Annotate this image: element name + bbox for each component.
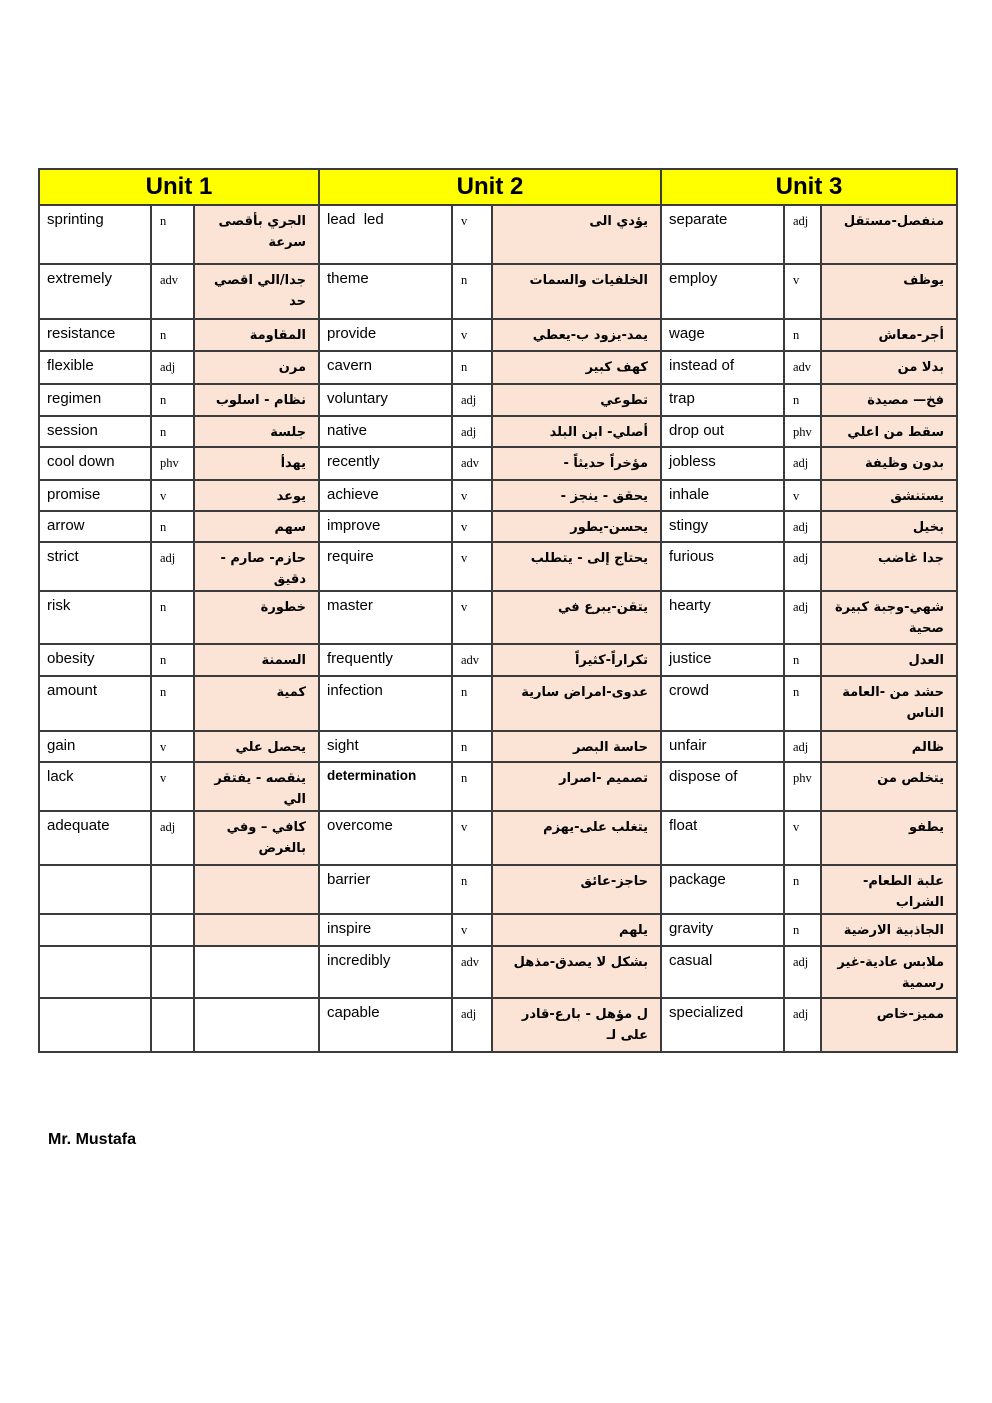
word-cell: voluntary bbox=[319, 384, 452, 416]
pos-cell: adj bbox=[784, 205, 821, 264]
pos-cell: v bbox=[452, 319, 492, 351]
pos-cell: v bbox=[784, 811, 821, 865]
translation-cell: حاجز-عائق bbox=[492, 865, 661, 914]
translation-cell: يتخلص من bbox=[821, 762, 957, 811]
pos-cell: adj bbox=[784, 511, 821, 542]
unit-header-row bbox=[39, 169, 957, 205]
translation-cell: حازم- صارم - دقيق bbox=[194, 542, 319, 591]
word-cell: specialized bbox=[661, 998, 784, 1052]
pos-cell: n bbox=[151, 205, 194, 264]
word-cell bbox=[39, 914, 151, 946]
word-cell: adequate bbox=[39, 811, 151, 865]
pos-cell: adj bbox=[784, 731, 821, 762]
word-cell: arrow bbox=[39, 511, 151, 542]
word-cell: crowd bbox=[661, 676, 784, 731]
translation-cell: يؤدي الى bbox=[492, 205, 661, 264]
word-cell: recently bbox=[319, 447, 452, 480]
pos-cell: n bbox=[151, 511, 194, 542]
translation-cell: يحصل علي bbox=[194, 731, 319, 762]
word-cell: justice bbox=[661, 644, 784, 676]
pos-cell: n bbox=[784, 644, 821, 676]
pos-cell: adv bbox=[452, 447, 492, 480]
pos-cell: n bbox=[151, 676, 194, 731]
translation-cell: علبة الطعام-الشراب bbox=[821, 865, 957, 914]
pos-cell: n bbox=[151, 591, 194, 644]
word-cell: master bbox=[319, 591, 452, 644]
word-cell bbox=[39, 946, 151, 998]
word-cell: sight bbox=[319, 731, 452, 762]
translation-cell: مميز-خاص bbox=[821, 998, 957, 1052]
pos-cell: phv bbox=[151, 447, 194, 480]
word-cell: provide bbox=[319, 319, 452, 351]
translation-cell: يلهم bbox=[492, 914, 661, 946]
translation-cell: ظالم bbox=[821, 731, 957, 762]
translation-cell: مرن bbox=[194, 351, 319, 384]
pos-cell: n bbox=[784, 319, 821, 351]
word-cell: trap bbox=[661, 384, 784, 416]
word-cell: promise bbox=[39, 480, 151, 511]
pos-cell: n bbox=[452, 264, 492, 319]
word-cell: flexible bbox=[39, 351, 151, 384]
translation-cell: الجاذبية الارضية bbox=[821, 914, 957, 946]
translation-cell: الخلفيات والسمات bbox=[492, 264, 661, 319]
table-row bbox=[39, 384, 957, 416]
table-row bbox=[39, 946, 957, 998]
vocab-table-body bbox=[39, 205, 957, 1052]
word-cell: gain bbox=[39, 731, 151, 762]
word-cell: dispose of bbox=[661, 762, 784, 811]
pos-cell: v bbox=[452, 811, 492, 865]
translation-cell: يوظف bbox=[821, 264, 957, 319]
table-row bbox=[39, 865, 957, 914]
word-cell: regimen bbox=[39, 384, 151, 416]
table-row bbox=[39, 914, 957, 946]
word-cell: obesity bbox=[39, 644, 151, 676]
pos-cell: n bbox=[784, 384, 821, 416]
translation-cell: حاسة البصر bbox=[492, 731, 661, 762]
translation-cell: الجري بأقصى سرعة bbox=[194, 205, 319, 264]
word-cell: lack bbox=[39, 762, 151, 811]
word-cell: achieve bbox=[319, 480, 452, 511]
pos-cell: adj bbox=[784, 591, 821, 644]
pos-cell: phv bbox=[784, 416, 821, 447]
translation-cell: عدوى-امراض سارية bbox=[492, 676, 661, 731]
pos-cell: adj bbox=[784, 447, 821, 480]
pos-cell bbox=[151, 946, 194, 998]
translation-cell: جدا غاضب bbox=[821, 542, 957, 591]
pos-cell: v bbox=[452, 542, 492, 591]
pos-cell: v bbox=[784, 480, 821, 511]
word-cell: extremely bbox=[39, 264, 151, 319]
pos-cell: adj bbox=[151, 351, 194, 384]
pos-cell: n bbox=[452, 351, 492, 384]
word-cell bbox=[39, 865, 151, 914]
translation-cell: بدلا من bbox=[821, 351, 957, 384]
pos-cell: n bbox=[151, 644, 194, 676]
word-cell: frequently bbox=[319, 644, 452, 676]
pos-cell: v bbox=[452, 914, 492, 946]
word-cell: inspire bbox=[319, 914, 452, 946]
table-row bbox=[39, 319, 957, 351]
word-cell: lead led bbox=[319, 205, 452, 264]
translation-cell: كهف كبير bbox=[492, 351, 661, 384]
word-cell: separate bbox=[661, 205, 784, 264]
pos-cell: n bbox=[784, 914, 821, 946]
table-row bbox=[39, 811, 957, 865]
table-row bbox=[39, 205, 957, 264]
pos-cell: phv bbox=[784, 762, 821, 811]
translation-cell: بخيل bbox=[821, 511, 957, 542]
pos-cell: adj bbox=[452, 998, 492, 1052]
vocab-table bbox=[38, 168, 958, 1053]
translation-cell: يهدأ bbox=[194, 447, 319, 480]
table-row bbox=[39, 542, 957, 591]
pos-cell: v bbox=[452, 205, 492, 264]
translation-cell: يوعد bbox=[194, 480, 319, 511]
pos-cell: n bbox=[452, 762, 492, 811]
word-cell: infection bbox=[319, 676, 452, 731]
pos-cell: v bbox=[452, 480, 492, 511]
word-cell: overcome bbox=[319, 811, 452, 865]
table-row bbox=[39, 447, 957, 480]
translation-cell: جدا/الي اقصي حد bbox=[194, 264, 319, 319]
unit-1-header: Unit 1 bbox=[39, 169, 319, 205]
table-row bbox=[39, 644, 957, 676]
translation-cell: جلسة bbox=[194, 416, 319, 447]
word-cell: theme bbox=[319, 264, 452, 319]
word-cell: barrier bbox=[319, 865, 452, 914]
pos-cell: adj bbox=[784, 542, 821, 591]
table-row bbox=[39, 591, 957, 644]
pos-cell: adj bbox=[784, 946, 821, 998]
pos-cell: adj bbox=[452, 384, 492, 416]
translation-cell: شهي-وجبة كبيرة صحية bbox=[821, 591, 957, 644]
table-row bbox=[39, 998, 957, 1052]
word-cell: resistance bbox=[39, 319, 151, 351]
word-cell: employ bbox=[661, 264, 784, 319]
pos-cell: adj bbox=[452, 416, 492, 447]
translation-cell: خطورة bbox=[194, 591, 319, 644]
word-cell: package bbox=[661, 865, 784, 914]
translation-cell bbox=[194, 914, 319, 946]
word-cell: drop out bbox=[661, 416, 784, 447]
word-cell: casual bbox=[661, 946, 784, 998]
translation-cell: أجر-معاش bbox=[821, 319, 957, 351]
word-cell: require bbox=[319, 542, 452, 591]
word-cell: wage bbox=[661, 319, 784, 351]
translation-cell: بشكل لا يصدق-مذهل bbox=[492, 946, 661, 998]
translation-cell: يطفو bbox=[821, 811, 957, 865]
translation-cell: حشد من -العامة الناس bbox=[821, 676, 957, 731]
translation-cell: يتغلب على-يهزم bbox=[492, 811, 661, 865]
word-cell: instead of bbox=[661, 351, 784, 384]
translation-cell: كمية bbox=[194, 676, 319, 731]
translation-cell: تصميم -اصرار bbox=[492, 762, 661, 811]
translation-cell: يتقن-يبرع في bbox=[492, 591, 661, 644]
pos-cell: n bbox=[452, 731, 492, 762]
translation-cell: أصلي- ابن البلد bbox=[492, 416, 661, 447]
word-cell: capable bbox=[319, 998, 452, 1052]
pos-cell: v bbox=[151, 480, 194, 511]
word-cell: cool down bbox=[39, 447, 151, 480]
table-row bbox=[39, 731, 957, 762]
word-cell: unfair bbox=[661, 731, 784, 762]
translation-cell: فخ— مصيدة bbox=[821, 384, 957, 416]
pos-cell: n bbox=[784, 865, 821, 914]
pos-cell: v bbox=[784, 264, 821, 319]
translation-cell: المقاومة bbox=[194, 319, 319, 351]
pos-cell: n bbox=[452, 865, 492, 914]
pos-cell bbox=[151, 865, 194, 914]
pos-cell: n bbox=[784, 676, 821, 731]
pos-cell: v bbox=[452, 591, 492, 644]
word-cell: float bbox=[661, 811, 784, 865]
translation-cell: سقط من اعلي bbox=[821, 416, 957, 447]
translation-cell bbox=[194, 865, 319, 914]
translation-cell bbox=[194, 998, 319, 1052]
translation-cell: سهم bbox=[194, 511, 319, 542]
word-cell: strict bbox=[39, 542, 151, 591]
pos-cell: v bbox=[151, 762, 194, 811]
table-row bbox=[39, 511, 957, 542]
word-cell: native bbox=[319, 416, 452, 447]
pos-cell bbox=[151, 914, 194, 946]
translation-cell: ينقصه - يفتقر الي bbox=[194, 762, 319, 811]
pos-cell: adv bbox=[452, 644, 492, 676]
pos-cell: adv bbox=[784, 351, 821, 384]
pos-cell: v bbox=[151, 731, 194, 762]
word-cell: furious bbox=[661, 542, 784, 591]
word-cell: risk bbox=[39, 591, 151, 644]
translation-cell bbox=[194, 946, 319, 998]
pos-cell: adv bbox=[151, 264, 194, 319]
word-cell: determination bbox=[319, 762, 452, 811]
pos-cell: n bbox=[151, 319, 194, 351]
word-cell: gravity bbox=[661, 914, 784, 946]
translation-cell: يحقق - ينجز - bbox=[492, 480, 661, 511]
table-row bbox=[39, 416, 957, 447]
word-cell: incredibly bbox=[319, 946, 452, 998]
word-cell: session bbox=[39, 416, 151, 447]
pos-cell: n bbox=[151, 384, 194, 416]
pos-cell: n bbox=[452, 676, 492, 731]
word-cell: improve bbox=[319, 511, 452, 542]
word-cell: hearty bbox=[661, 591, 784, 644]
word-cell: cavern bbox=[319, 351, 452, 384]
translation-cell: يحتاج إلى - يتطلب bbox=[492, 542, 661, 591]
table-row bbox=[39, 676, 957, 731]
translation-cell: العدل bbox=[821, 644, 957, 676]
translation-cell: السمنة bbox=[194, 644, 319, 676]
unit-2-header: Unit 2 bbox=[319, 169, 661, 205]
word-cell: stingy bbox=[661, 511, 784, 542]
translation-cell: منفصل-مستقل bbox=[821, 205, 957, 264]
pos-cell: adj bbox=[151, 811, 194, 865]
unit-3-header: Unit 3 bbox=[661, 169, 957, 205]
translation-cell: بدون وظيفة bbox=[821, 447, 957, 480]
table-row bbox=[39, 480, 957, 511]
translation-cell: يحسن-يطور bbox=[492, 511, 661, 542]
word-cell: amount bbox=[39, 676, 151, 731]
word-cell: inhale bbox=[661, 480, 784, 511]
translation-cell: ل مؤهل - بارع-قادر على لـ bbox=[492, 998, 661, 1052]
pos-cell: n bbox=[151, 416, 194, 447]
pos-cell: adj bbox=[151, 542, 194, 591]
pos-cell: v bbox=[452, 511, 492, 542]
pos-cell: adj bbox=[784, 998, 821, 1052]
translation-cell: كافي – وفي بالغرض bbox=[194, 811, 319, 865]
word-cell bbox=[39, 998, 151, 1052]
translation-cell: نظام - اسلوب bbox=[194, 384, 319, 416]
translation-cell: تطوعي bbox=[492, 384, 661, 416]
translation-cell: مؤخراً حديثاً - bbox=[492, 447, 661, 480]
translation-cell: يستنشق bbox=[821, 480, 957, 511]
word-cell: jobless bbox=[661, 447, 784, 480]
signature: Mr. Mustafa bbox=[48, 1131, 137, 1148]
table-row bbox=[39, 351, 957, 384]
pos-cell bbox=[151, 998, 194, 1052]
table-row bbox=[39, 264, 957, 319]
translation-cell: ملابس عادية-غير رسمية bbox=[821, 946, 957, 998]
table-row bbox=[39, 762, 957, 811]
translation-cell: تكراراً-كثيراً bbox=[492, 644, 661, 676]
word-cell: sprinting bbox=[39, 205, 151, 264]
translation-cell: يمد-يزود ب-يعطي bbox=[492, 319, 661, 351]
pos-cell: adv bbox=[452, 946, 492, 998]
